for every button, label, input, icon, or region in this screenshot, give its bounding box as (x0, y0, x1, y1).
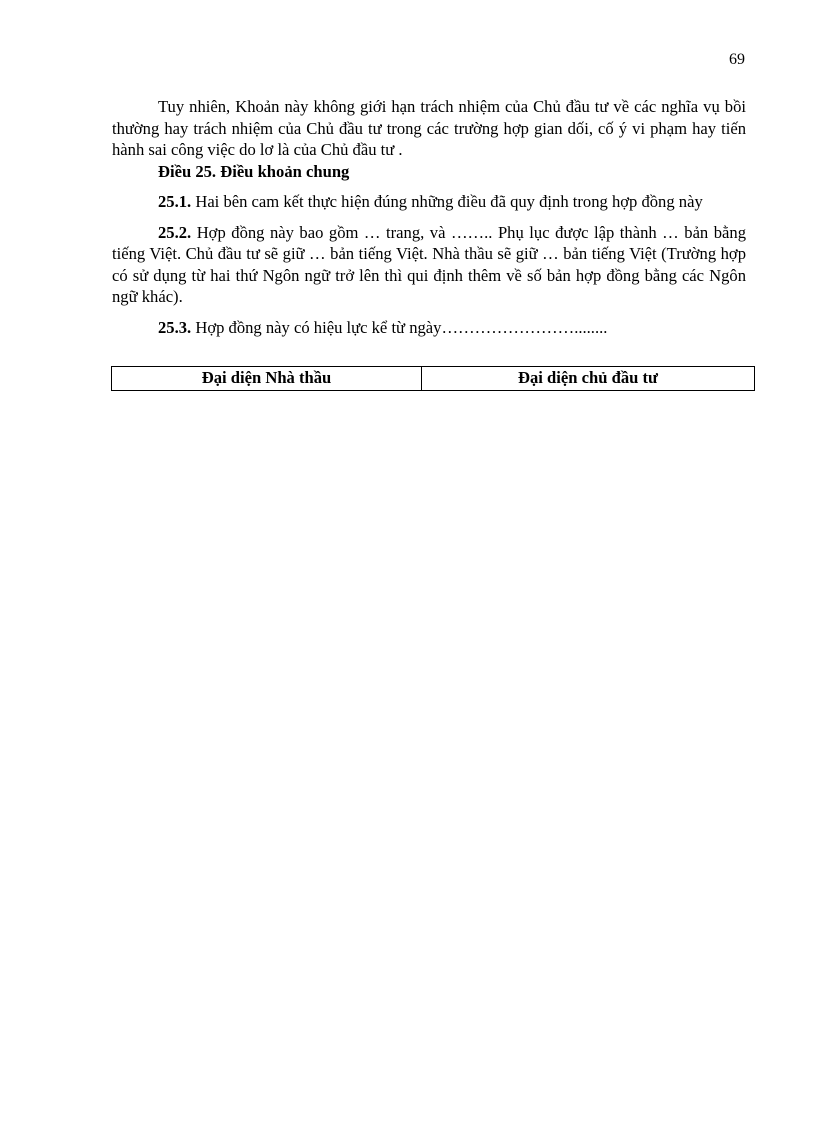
document-body (112, 96, 746, 338)
investor-representative-cell: Đại diện chủ đầu tư (518, 368, 658, 387)
page-number: 69 (729, 51, 745, 68)
clause-number: 25.3. (158, 317, 192, 337)
clause-25-2 (112, 222, 746, 308)
clause-text: Hai bên cam kết thực hiện đúng những điều đã quy định trong hợp đồng này (191, 192, 703, 211)
article-title: Điều 25. Điều khoản chung (158, 161, 350, 181)
clause-25-1 (112, 191, 746, 213)
contractor-representative-cell: Đại diện Nhà thầu (112, 367, 422, 390)
paragraph-liability-limit: Tuy nhiên, Khoản này không giới hạn trách nhiệm của Chủ đầu tư về các nghĩa vụ bồi thường hay trách nhiệm của Chủ đầu tư trong các trường hợp gian dối, cố ý vi phạm hay tiến hành sai công việc do lơ là của Chủ đầu tư . (112, 97, 746, 159)
clause-number: 25.2. (158, 222, 192, 242)
clause-text: Hợp đồng này bao gồm … trang, và …….. Phụ lục được lập thành … bản bằng tiếng Việt. Chủ đầu tư sẽ giữ … bản tiếng Việt. Nhà thầu sẽ giữ … bản tiếng Việt (Trường hợp có sử dụng từ hai thứ Ngôn ngữ trở lên thì qui định thêm về số bản hợp đồng bằng các Ngôn ngữ khác). (112, 222, 746, 306)
clause-25-3 (112, 317, 746, 339)
clause-number: 25.1. (158, 192, 192, 211)
clause-text: Hợp đồng này có hiệu lực kể từ ngày……………………........ (191, 317, 608, 337)
signature-table (111, 366, 755, 391)
